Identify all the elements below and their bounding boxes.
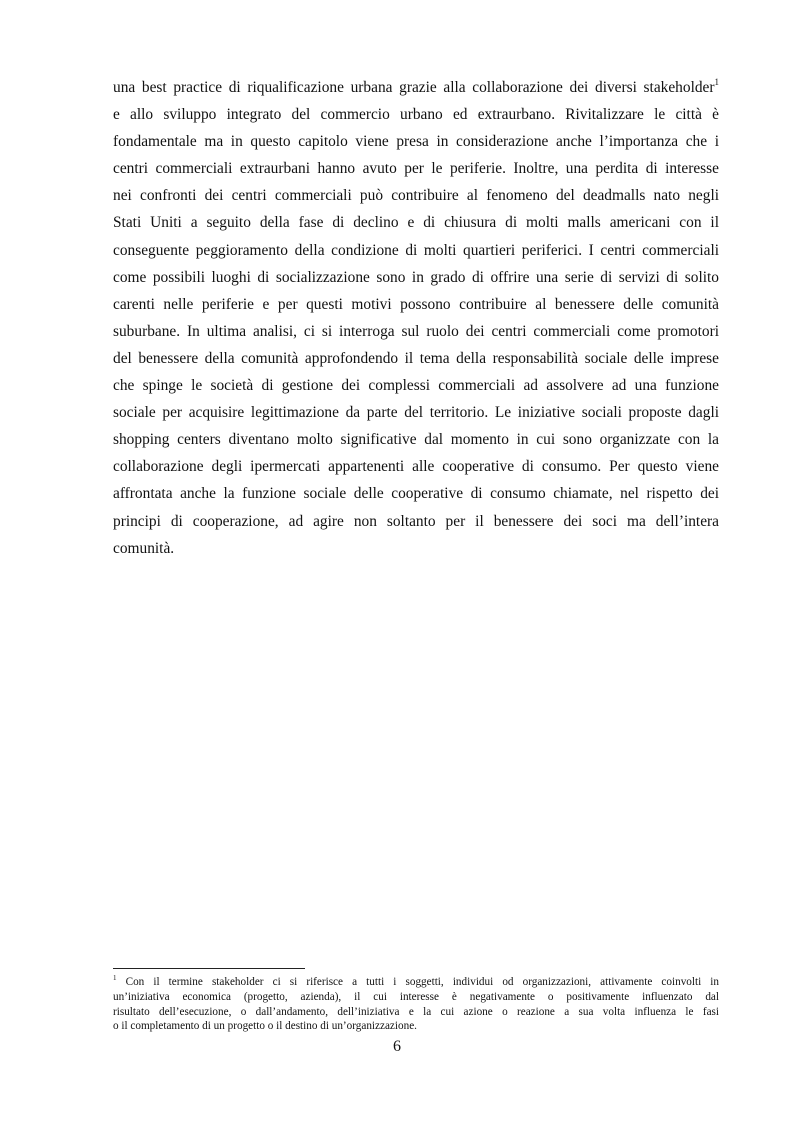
page-number: 6: [393, 1038, 401, 1055]
body-line: fondamentale ma in questo capitolo viene presa in considerazione anche l’importanza che i: [113, 133, 719, 151]
body-line: sociale per acquisire legittimazione da parte del territorio. Le iniziative sociali proposte dagli: [113, 404, 719, 422]
body-line: come possibili luoghi di socializzazione sono in grado di offrire una serie di servizi di solito: [113, 268, 719, 286]
footnote-line: $^1$ Con il termine stakeholder ci si riferisce a tutti i soggetti, individui od organizzazioni, attivamente coinvolti in: [113, 974, 720, 988]
footnote-line: risultato dell’esecuzione, o dall’andamento, dell’iniziativa e la cui azione o reazione a sua volta influenza le fasi: [113, 1005, 719, 1018]
body-line: principi di cooperazione, ad agire non soltanto per il benessere dei soci ma dell’intera: [113, 512, 719, 530]
body-line: nei confronti dei centri commerciali può contribuire al fenomeno del deadmalls nato negli: [113, 187, 719, 205]
body-line: conseguente peggioramento della condizione di molti quartieri periferici. I centri commerciali: [113, 241, 719, 259]
body-line: che spinge le società di gestione dei complessi commerciali ad assolvere ad una funzione: [113, 377, 719, 395]
body-line: collaborazione degli ipermercati appartenenti alle cooperative di consumo. Per questo viene: [113, 458, 719, 476]
footnote-line: o il completamento di un progetto o il destino di un’organizzazione.: [113, 1020, 417, 1033]
footnote-number: 1: [113, 974, 117, 982]
body-line: e allo sviluppo integrato del commercio urbano ed extraurbano. Rivitalizzare le città è: [113, 106, 719, 124]
footnote: [113, 975, 719, 1034]
footnote-reference[interactable]: 1: [714, 77, 719, 87]
body-line: del benessere della comunità approfondendo il tema della responsabilità sociale delle imprese: [113, 349, 719, 367]
body-paragraph: [113, 74, 719, 562]
footnote-divider: [113, 968, 305, 969]
body-line: centri commerciali extraurbani hanno avuto per le periferie. Inoltre, una perdita di interesse: [113, 160, 719, 178]
body-line: shopping centers diventano molto significative dal momento in cui sono organizzate con la: [113, 431, 719, 449]
body-line: affrontata anche la funzione sociale delle cooperative di consumo chiamate, nel rispetto dei: [113, 485, 719, 503]
body-line: carenti nelle periferie e per questi motivi possono contribuire al benessere delle comunità: [113, 295, 719, 313]
body-line: una best practice di riqualificazione urbana grazie alla collaborazione dei diversi stakeholder$^1$: [113, 77, 719, 96]
body-line: comunità.: [113, 539, 175, 557]
footnote-line: un’iniziativa economica (progetto, azienda), il cui interesse è negativamente o positivamente influenzato dal: [113, 990, 719, 1003]
body-line: Stati Uniti a seguito della fase di declino e di chiusura di molti malls americani con il: [113, 214, 719, 232]
body-line: suburbane. In ultima analisi, ci si interroga sul ruolo dei centri commerciali come promotori: [113, 322, 719, 340]
